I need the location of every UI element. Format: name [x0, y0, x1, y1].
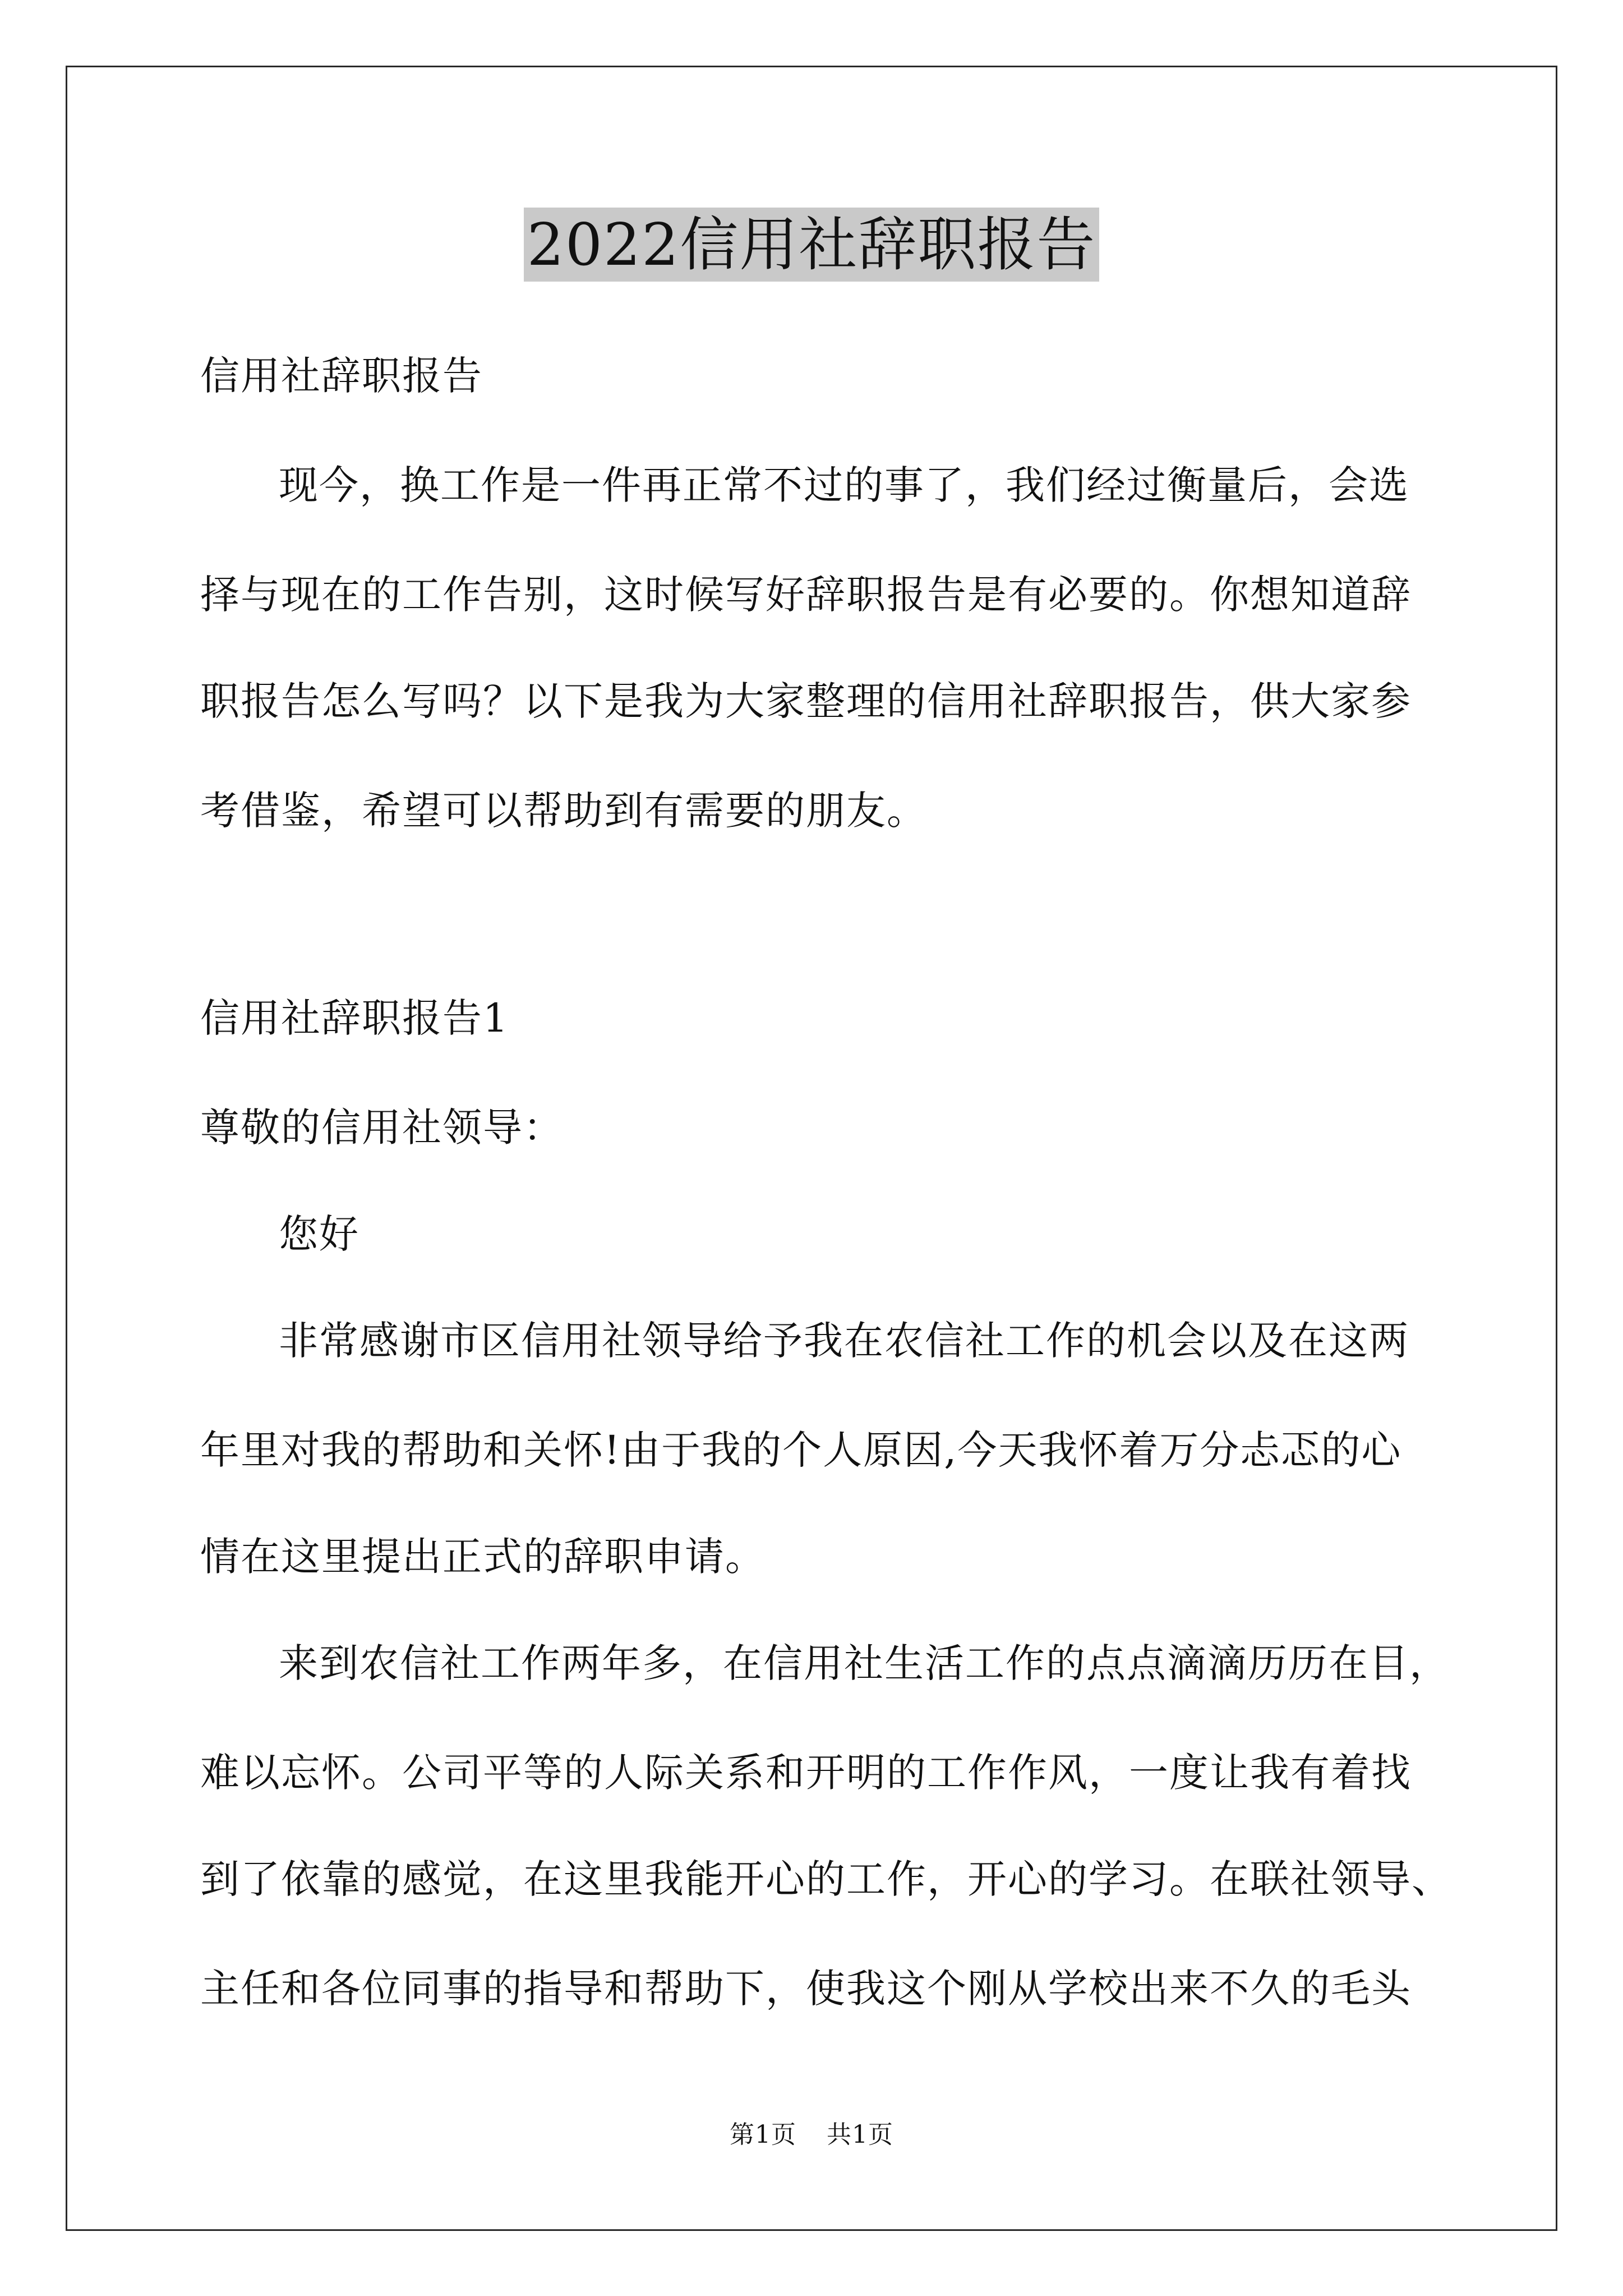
paragraph-line: 主任和各位同事的指导和帮助下，使我这个刚从学校出来不久的毛头 [200, 1966, 1412, 2012]
paragraph-line: 年里对我的帮助和关怀!由于我的个人原因,今天我怀着万分忐忑的心 [200, 1427, 1402, 1473]
paragraph-line: 非常感谢市区信用社领导给予我在农信社工作的机会以及在这两 [279, 1318, 1409, 1364]
section-heading: 信用社辞职报告1 [200, 995, 509, 1041]
paragraph-line: 现今，换工作是一件再正常不过的事了，我们经过衡量后，会选 [279, 462, 1409, 508]
title-container [0, 208, 1623, 282]
document-title: 2022信用社辞职报告 [524, 208, 1100, 282]
greeting: 您好 [279, 1211, 359, 1257]
paragraph-line: 情在这里提出正式的辞职申请。 [200, 1534, 766, 1580]
page-footer [0, 2119, 1623, 2151]
paragraph-line: 职报告怎么写吗？以下是我为大家整理的信用社辞职报告，供大家参 [200, 678, 1412, 724]
paragraph-line: 考借鉴，希望可以帮助到有需要的朋友。 [200, 788, 927, 834]
paragraph-line: 择与现在的工作告别，这时候写好辞职报告是有必要的。你想知道辞 [200, 572, 1412, 618]
page-number-current: 第1页 [730, 2120, 796, 2149]
paragraph-line: 到了依靠的感觉，在这里我能开心的工作，开心的学习。在联社领导、 [200, 1856, 1452, 1902]
section-heading: 信用社辞职报告 [200, 353, 483, 399]
paragraph-line: 难以忘怀。公司平等的人际关系和开明的工作作风，一度让我有着找 [200, 1750, 1412, 1796]
paragraph-line: 来到农信社工作两年多，在信用社生活工作的点点滴滴历历在目， [279, 1640, 1450, 1686]
page-number-total: 共1页 [827, 2120, 893, 2149]
salutation: 尊敬的信用社领导： [200, 1105, 564, 1151]
